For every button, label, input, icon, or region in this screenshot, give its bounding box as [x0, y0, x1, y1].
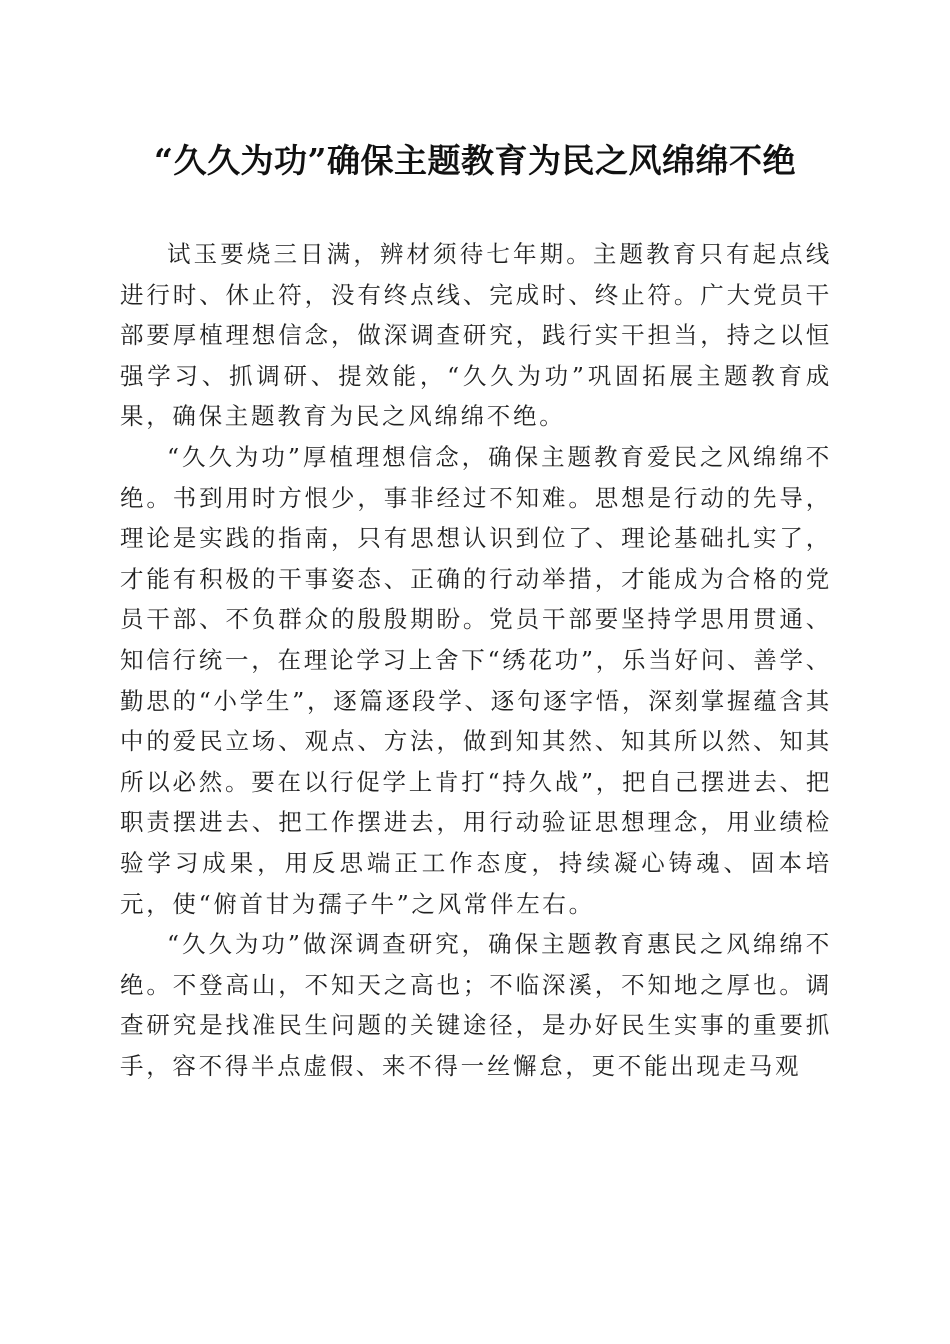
document-body [120, 234, 832, 1086]
paragraph-intro: 试玉要烧三日满，辨材须待七年期。主题教育只有起点线进行时、休止符，没有终点线、完成时、终止符。广大党员干部要厚植理想信念，做深调查研究，践行实干担当，持之以恒强学习、抓调研、提效能，“久久为功”巩固拓展主题教育成果，确保主题教育为民之风绵绵不绝。 [120, 240, 832, 431]
paragraph-ideals: “久久为功”厚植理想信念，确保主题教育爱民之风绵绵不绝。书到用时方恨少，事非经过不知难。思想是行动的先导，理论是实践的指南，只有思想认识到位了、理论基础扎实了，才能有积极的干事姿态、正确的行动举措，才能成为合格的党员干部、不负群众的殷殷期盼。党员干部要坚持学思用贯通、知信行统一，在理论学习上舍下“绣花功”，乐当好问、善学、勤思的“小学生”，逐篇逐段学、逐句逐字悟，深刻掌握蕴含其中的爱民立场、观点、方法，做到知其然、知其所以然、知其所以必然。要在以行促学上肯打“持久战”，把自己摆进去、把职责摆进去、把工作摆进去，用行动验证思想理念，用业绩检验学习成果，用反思端正工作态度，持续凝心铸魂、固本培元，使“俯首甘为孺子牛”之风常伴左右。 [120, 442, 832, 918]
document-title: “久久为功”确保主题教育为民之风绵绵不绝 [154, 141, 796, 180]
paragraph-research: “久久为功”做深调查研究，确保主题教育惠民之风绵绵不绝。不登高山，不知天之高也；不临深溪，不知地之厚也。调查研究是找准民生问题的关键途径，是办好民生实事的重要抓手，容不得半点虚假、来不得一丝懈怠，更不能出现走马观 [120, 930, 832, 1080]
